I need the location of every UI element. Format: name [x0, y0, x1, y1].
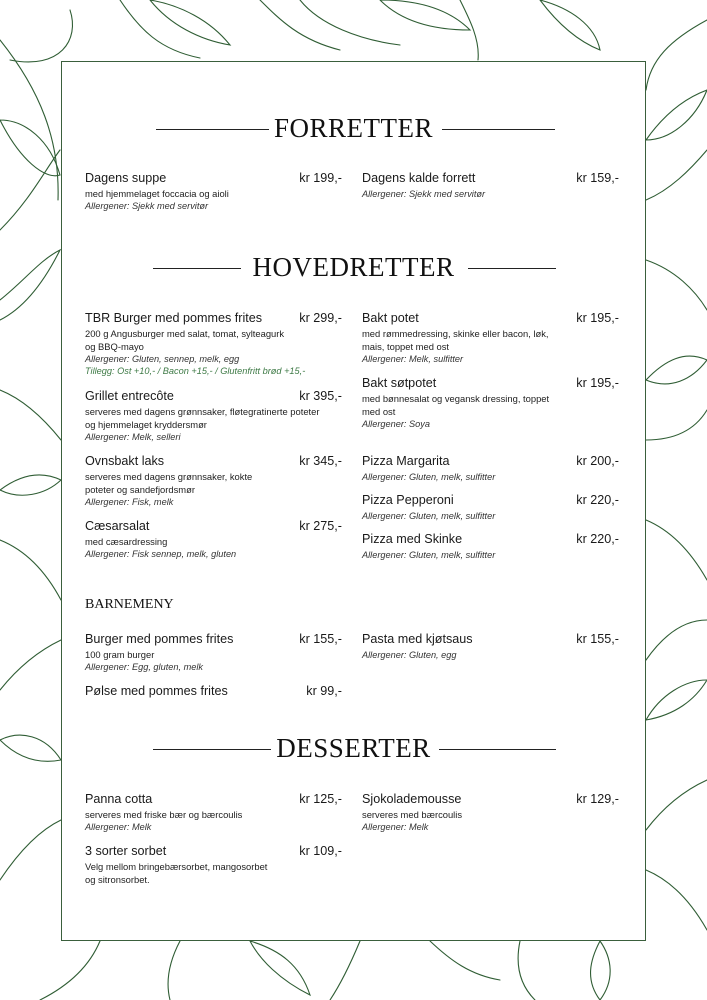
section-title-hovedretter: HOVEDRETTER [252, 252, 455, 282]
item-description: med hjemmelaget foccacia og aioli [85, 188, 229, 199]
item-price: kr 195,- [576, 376, 619, 390]
item-name: Burger med pommes frites [85, 632, 234, 646]
menu-item [85, 792, 342, 833]
item-allergens: Allergener: Egg, gluten, melk [85, 662, 203, 672]
menu-item [362, 493, 619, 522]
item-allergens: Allergener: Gluten, melk, sulfitter [362, 472, 496, 482]
item-description: serveres med bærcoulis [362, 809, 463, 820]
item-allergens: Allergener: Gluten, egg [362, 650, 457, 660]
item-price: kr 200,- [576, 454, 619, 468]
section-title-forretter: FORRETTER [273, 113, 433, 143]
item-description: med bønnesalat og vegansk dressing, toppet med ost [362, 393, 550, 417]
item-name: Cæsarsalat [85, 519, 150, 533]
menu-item [362, 632, 619, 661]
item-price: kr 195,- [576, 311, 619, 325]
item-name: Pasta med kjøtsaus [362, 632, 473, 646]
item-allergens: Allergener: Melk [362, 822, 429, 832]
item-name: 3 sorter sorbet [85, 844, 167, 858]
item-allergens: Allergener: Soya [362, 419, 430, 429]
menu-item [362, 454, 619, 483]
item-price: kr 109,- [299, 844, 342, 858]
item-price: kr 275,- [299, 519, 342, 533]
item-name: Sjokolademousse [362, 792, 462, 806]
menu-item [85, 454, 342, 508]
menu-item [85, 311, 342, 377]
item-allergens: Allergener: Gluten, sennep, melk, egg [85, 354, 240, 364]
item-price: kr 155,- [299, 632, 342, 646]
item-price: kr 220,- [576, 493, 619, 507]
menu-item [362, 311, 619, 365]
section-title-desserter: DESSERTER [276, 733, 431, 763]
menu-item [362, 532, 619, 561]
item-allergens: Allergener: Gluten, melk, sulfitter [362, 511, 496, 521]
item-allergens: Allergener: Fisk, melk [85, 497, 174, 507]
item-name: Pizza Pepperoni [362, 493, 454, 507]
title-rule-right [468, 268, 556, 269]
item-allergens: Allergener: Gluten, melk, sulfitter [362, 550, 496, 560]
item-price: kr 129,- [576, 792, 619, 806]
menu-item [362, 376, 619, 430]
item-allergens: Allergener: Melk, sulfitter [362, 354, 464, 364]
item-price: kr 125,- [299, 792, 342, 806]
menu-item [85, 171, 342, 212]
menu-item [85, 684, 342, 699]
item-allergens: Allergener: Melk, selleri [85, 432, 181, 442]
item-description: med rømmedressing, skinke eller bacon, løk, mais, toppet med ost [362, 328, 549, 352]
item-description: serveres med dagens grønnsaker, kokte poteter og sandefjordsmør [85, 471, 253, 495]
item-allergens: Allergener: Melk [85, 822, 152, 832]
item-price: kr 395,- [299, 389, 342, 403]
item-name: Panna cotta [85, 792, 153, 806]
item-price: kr 99,- [306, 684, 342, 698]
menu-item [85, 844, 342, 886]
item-description: 100 gram burger [85, 649, 155, 660]
menu-item [85, 632, 342, 673]
item-name: Bakt søtpotet [362, 376, 437, 390]
item-name: Pølse med pommes frites [85, 684, 228, 698]
item-price: kr 345,- [299, 454, 342, 468]
menu-item [85, 389, 342, 443]
item-name: Pizza Margarita [362, 454, 450, 468]
item-name: Grillet entrecôte [85, 389, 174, 403]
item-name: Dagens kalde forrett [362, 171, 476, 185]
item-name: Ovnsbakt laks [85, 454, 165, 468]
subsection-title-barnemeny: BARNEMENY [85, 597, 174, 612]
item-extras: Tillegg: Ost +10,- / Bacon +15,- / Glutenfritt brød +15,- [85, 366, 306, 376]
title-rule-right [439, 749, 556, 750]
item-price: kr 159,- [576, 171, 619, 185]
item-price: kr 199,- [299, 171, 342, 185]
item-price: kr 220,- [576, 532, 619, 546]
item-description: serveres med dagens grønnsaker, fløtegratinerte poteter og hjemmelaget kryddersmør [85, 406, 320, 430]
menu-item [362, 171, 619, 200]
item-allergens: Allergener: Sjekk med servitør [85, 201, 209, 211]
item-description: serveres med friske bær og bærcoulis [85, 809, 243, 820]
item-allergens: Allergener: Sjekk med servitør [362, 189, 486, 199]
item-name: Dagens suppe [85, 171, 167, 185]
item-name: Pizza med Skinke [362, 532, 463, 546]
item-allergens: Allergener: Fisk sennep, melk, gluten [85, 549, 237, 559]
item-description: 200 g Angusburger med salat, tomat, sylteagurk og BBQ-mayo [85, 328, 285, 352]
title-rule-right [442, 129, 555, 130]
item-description: med cæsardressing [85, 536, 168, 547]
menu-item [85, 519, 342, 560]
item-price: kr 155,- [576, 632, 619, 646]
item-price: kr 299,- [299, 311, 342, 325]
item-name: Bakt potet [362, 311, 419, 325]
menu-item [362, 792, 619, 833]
menu-card [61, 61, 646, 941]
item-name: TBR Burger med pommes frites [85, 311, 263, 325]
item-description: Velg mellom bringebærsorbet, mangosorbet og sitronsorbet. [85, 861, 268, 885]
